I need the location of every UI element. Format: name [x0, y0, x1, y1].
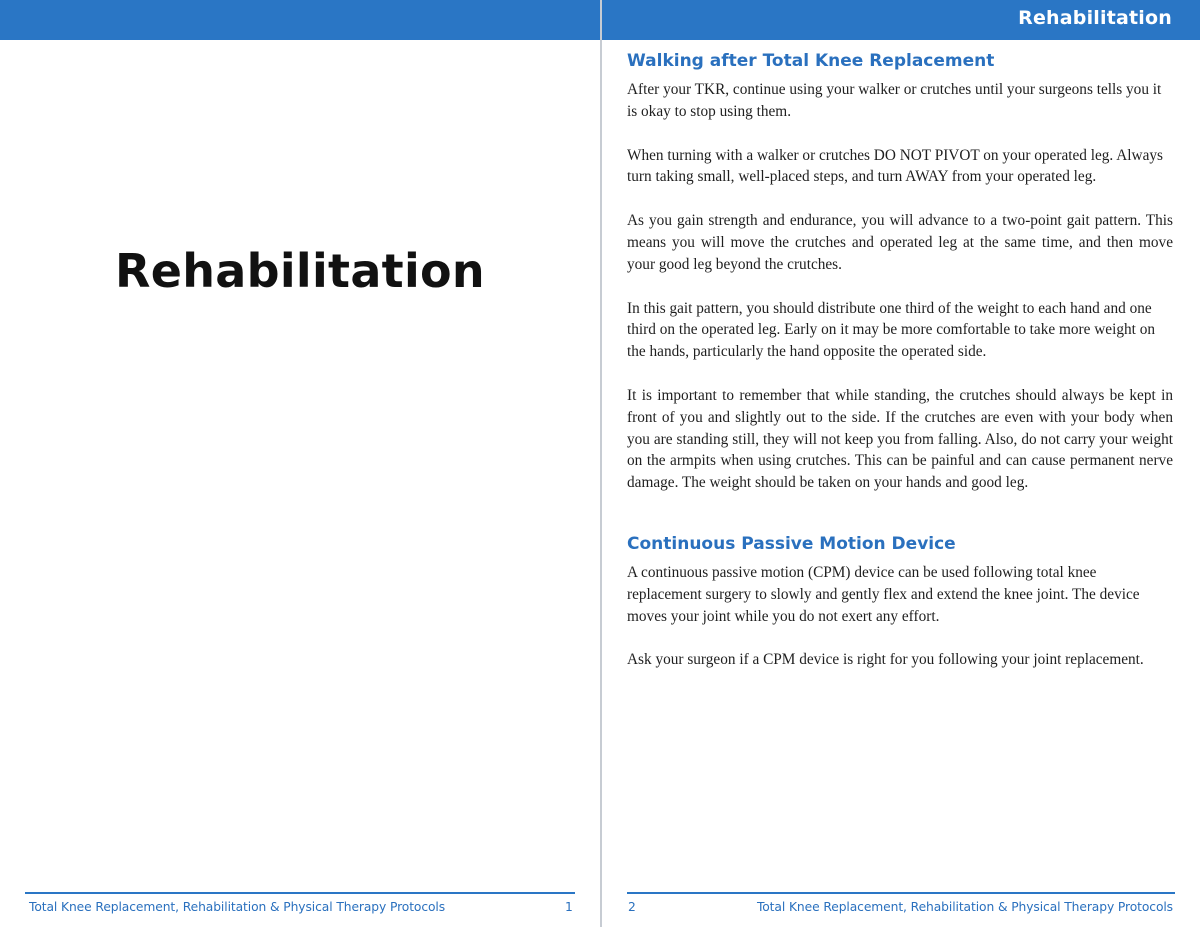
section-heading-cpm: Continuous Passive Motion Device — [627, 533, 956, 554]
right-page-content — [627, 51, 1173, 693]
footer-right — [602, 892, 1200, 922]
header-band-right — [602, 0, 1200, 40]
section-cpm — [627, 534, 1173, 671]
header-band-left — [0, 0, 600, 40]
chapter-title: Rehabilitation — [115, 244, 485, 298]
paragraph: When turning with a walker or crutches DO NOT PIVOT on your operated leg. Always turn taking small, well-placed steps, and turn AWAY from your operated leg. — [627, 146, 1163, 186]
footer-rule-left — [25, 892, 575, 894]
footer-left — [0, 892, 600, 922]
paragraph: A continuous passive motion (CPM) device can be used following total knee replacement surgery to slowly and gently flex and extend the knee joint. The device moves your joint while you do not exert any effort. — [627, 563, 1140, 625]
right-page — [602, 0, 1200, 927]
running-header-title: Rehabilitation — [1018, 7, 1172, 29]
page-number-left: 1 — [565, 900, 573, 914]
section-walking — [627, 51, 1173, 494]
paragraph: As you gain strength and endurance, you will advance to a two-point gait pattern. This means you will move the crutches and operated leg at the same time, and then move your good leg beyond the crutches. — [627, 212, 1173, 273]
page-number-right: 2 — [628, 900, 636, 914]
footer-rule-right — [627, 892, 1175, 894]
paragraph: Ask your surgeon if a CPM device is right for you following your joint replacement. — [627, 651, 1144, 669]
footer-text-left: Total Knee Replacement, Rehabilitation & Physical Therapy Protocols — [29, 900, 446, 914]
section-heading-walking: Walking after Total Knee Replacement — [627, 51, 995, 71]
paragraph: It is important to remember that while standing, the crutches should always be kept in front of you and slightly out to the side. If the crutches are even with your body when you are standing still, they will not keep you from falling. Also, do not carry your weight on the armpits when using crutches. This can be painful and can cause permanent nerve damage. The weight should be taken on your hands and good leg. — [627, 386, 1173, 492]
paragraph: In this gait pattern, you should distribute one third of the weight to each hand and one third on the operated leg. Early on it may be more comfortable to take more weight on the hands, particularly the hand opposite the operated side. — [627, 299, 1155, 361]
footer-text-right: Total Knee Replacement, Rehabilitation & Physical Therapy Protocols — [756, 900, 1173, 914]
paragraph: After your TKR, continue using your walker or crutches until your surgeons tells you it is okay to stop using them. — [627, 81, 1162, 120]
